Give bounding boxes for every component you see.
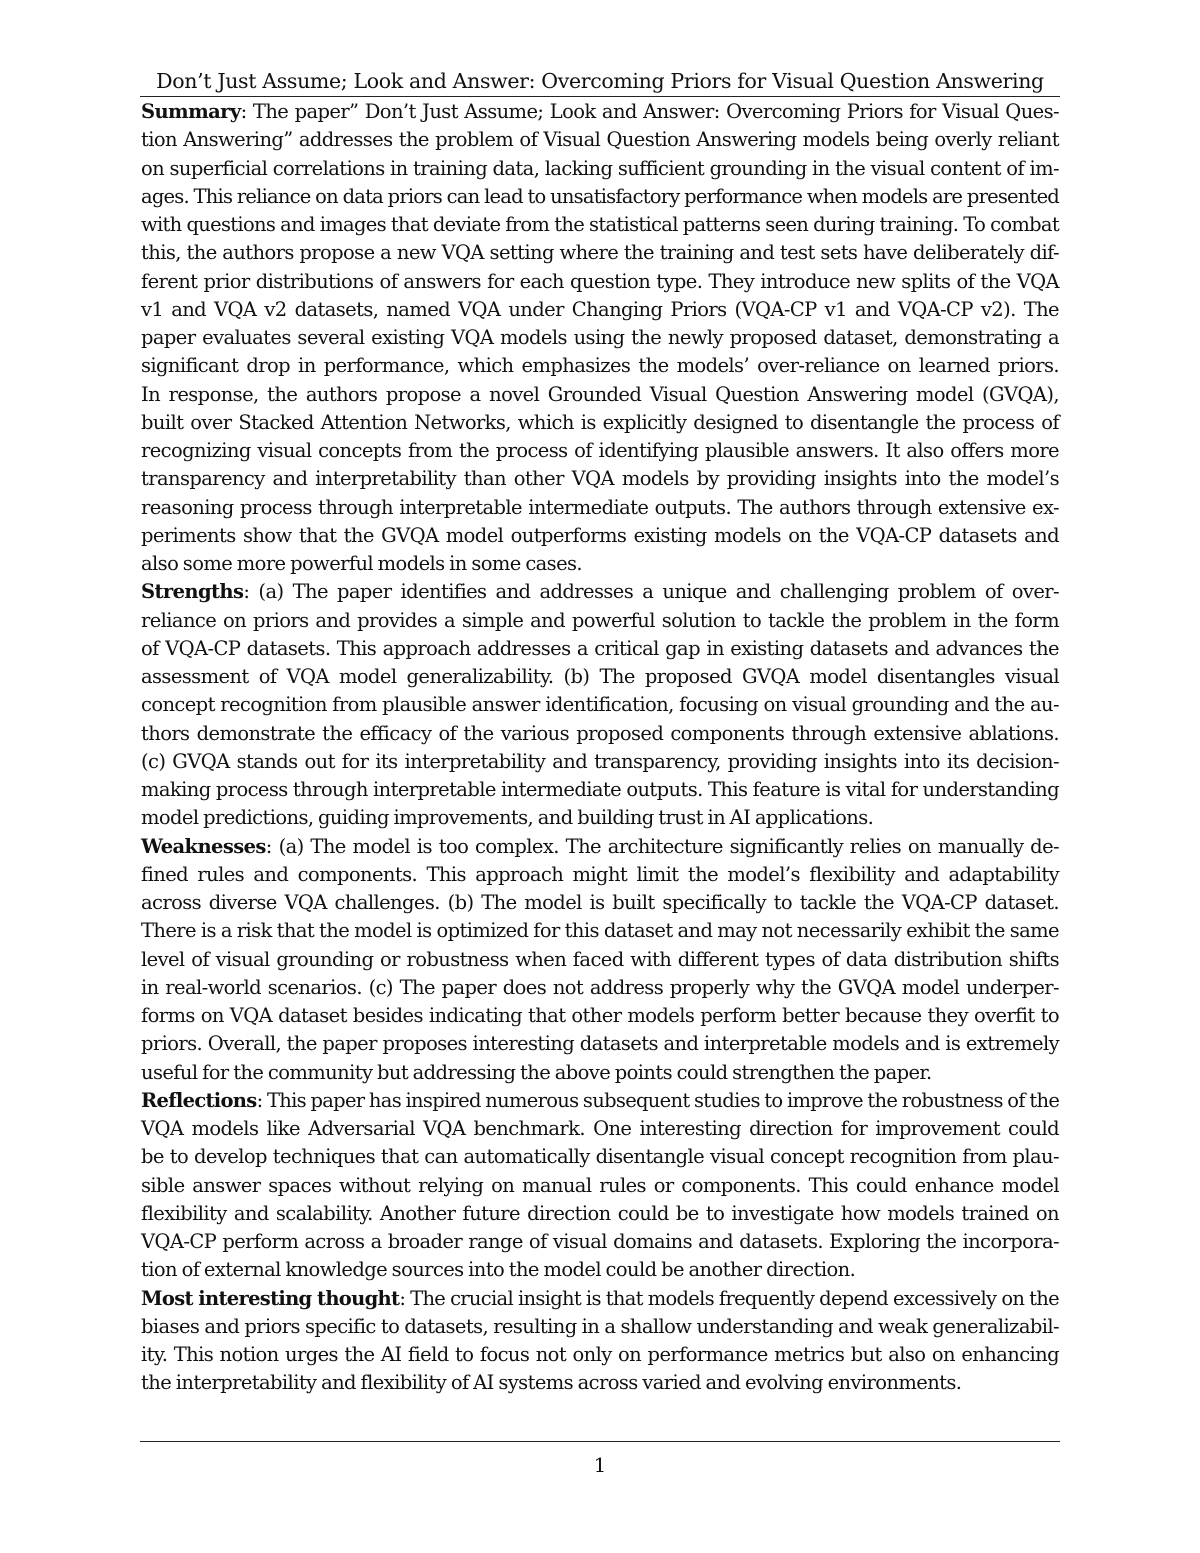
line-text: significant drop in performance, which emphasizes the models’ over-reliance on learned priors.	[141, 354, 1059, 378]
line-text: tion of external knowledge sources into the model could be another direction.	[141, 1258, 856, 1282]
text-line	[141, 211, 1059, 239]
text-line	[141, 1030, 1059, 1058]
text-line	[141, 183, 1059, 211]
section-label: Most interesting thought	[141, 1286, 400, 1310]
line-text: paper evaluates several existing VQA models using the newly proposed dataset, demonstrating a	[141, 326, 1059, 349]
section-label: Strengths	[141, 580, 244, 604]
text-line	[141, 1002, 1059, 1030]
line-text: in real-world scenarios. (c) The paper does not address properly why the GVQA model underper-	[141, 975, 1059, 999]
text-line	[141, 352, 1059, 380]
text-line	[141, 1087, 1059, 1115]
text-line	[141, 126, 1059, 154]
line-text: model predictions, guiding improvements, and building trust in AI applications.	[141, 806, 874, 830]
line-text: fined rules and components. This approach might limit the model’s flexibility and adaptability	[141, 862, 1059, 886]
footer-rule	[140, 1441, 1060, 1442]
text-line	[141, 296, 1059, 324]
line-text: be to develop techniques that can automatically disentangle visual concept recognition from plau-	[141, 1145, 1059, 1169]
text-line	[141, 324, 1059, 352]
line-text: flexibility and scalability. Another future direction could be to investigate how models trained on	[141, 1201, 1059, 1225]
text-line	[141, 1059, 1059, 1087]
line-text: ity. This notion urges the AI field to focus not only on performance metrics but also on enhancing	[141, 1343, 1059, 1366]
line-text: biases and priors specific to datasets, resulting in a shallow understanding and weak generalizabil-	[141, 1314, 1059, 1338]
text-line	[141, 1200, 1059, 1228]
line-text: transparency and interpretability than other VQA models by providing insights into the model’s	[141, 467, 1059, 491]
text-line	[141, 861, 1059, 889]
line-text: : (a) The paper identifies and addresses a unique and challenging problem of over-	[243, 580, 1059, 604]
text-line	[141, 1341, 1059, 1369]
line-text: of VQA-CP datasets. This approach addresses a critical gap in existing datasets and advances the	[141, 636, 1059, 660]
text-line	[141, 1228, 1059, 1256]
text-line	[141, 578, 1059, 606]
text-line	[141, 720, 1059, 748]
line-text: making process through interpretable intermediate outputs. This feature is vital for understanding	[141, 778, 1059, 801]
text-line	[141, 1256, 1059, 1284]
line-text: reasoning process through interpretable intermediate outputs. The authors through extensive ex-	[141, 495, 1059, 519]
line-text: (c) GVQA stands out for its interpretability and transparency, providing insights into its decision-	[141, 749, 1059, 773]
text-line	[141, 155, 1059, 183]
text-line	[141, 437, 1059, 465]
line-text: also some more powerful models in some cases.	[141, 552, 583, 575]
line-text: on superficial correlations in training data, lacking sufficient grounding in the visual content of im-	[141, 156, 1059, 180]
text-line	[141, 409, 1059, 437]
line-text: across diverse VQA challenges. (b) The model is built specifically to tackle the VQA-CP dataset.	[141, 891, 1059, 914]
line-text: : The paper” Don’t Just Assume; Look and Answer: Overcoming Priors for Visual Ques-	[240, 100, 1059, 123]
text-line	[141, 1115, 1059, 1143]
text-line	[141, 748, 1059, 776]
line-text: recognizing visual concepts from the process of identifying plausible answers. It also offers more	[141, 439, 1059, 462]
line-text: : This paper has inspired numerous subsequent studies to improve the robustness of the	[256, 1088, 1060, 1112]
text-line	[141, 974, 1059, 1002]
section-label: Reflections	[141, 1088, 257, 1112]
line-text: There is a risk that the model is optimized for this dataset and may not necessarily exhibit the same	[141, 919, 1059, 943]
text-line	[141, 98, 1059, 126]
line-text: level of visual grounding or robustness when faced with different types of data distribution shifts	[141, 947, 1059, 971]
text-line	[141, 1369, 1059, 1397]
line-text: with questions and images that deviate from the statistical patterns seen during training. To combat	[141, 213, 1059, 236]
section-label: Summary	[141, 100, 241, 123]
text-line	[141, 494, 1059, 522]
line-text: VQA models like Adversarial VQA benchmark. One interesting direction for improvement could	[141, 1117, 1059, 1140]
line-text: built over Stacked Attention Networks, which is explicitly designed to disentangle the process of	[141, 410, 1059, 434]
line-text: forms on VQA dataset besides indicating that other models perform better because they overfit to	[141, 1004, 1059, 1027]
text-line	[141, 917, 1059, 945]
line-text: reliance on priors and provides a simple and powerful solution to tackle the problem in the form	[141, 608, 1059, 632]
line-text: concept recognition from plausible answer identification, focusing on visual grounding and the au-	[141, 693, 1059, 717]
line-text: periments show that the GVQA model outperforms existing models on the VQA-CP datasets and	[141, 523, 1059, 547]
text-line	[141, 776, 1059, 804]
text-line	[141, 239, 1059, 267]
line-text: ferent prior distributions of answers for each question type. They introduce new splits of the VQA	[141, 269, 1059, 293]
line-text: assessment of VQA model generalizability. (b) The proposed GVQA model disentangles visual	[141, 665, 1059, 688]
line-text: priors. Overall, the paper proposes interesting datasets and interpretable models and is extremely	[141, 1032, 1059, 1056]
text-line	[141, 635, 1059, 663]
line-text: useful for the community but addressing the above points could strengthen the paper.	[141, 1060, 932, 1084]
text-line	[141, 550, 1059, 578]
page-number: 1	[593, 1453, 607, 1477]
review-body	[141, 98, 1059, 1398]
text-line	[141, 465, 1059, 493]
page-header: Don’t Just Assume; Look and Answer: Overcoming Priors for Visual Question Answering	[156, 69, 1044, 93]
line-text: ages. This reliance on data priors can lead to unsatisfactory performance when models are presented	[141, 184, 1059, 208]
text-line	[141, 1285, 1059, 1313]
text-line	[141, 522, 1059, 550]
line-text: : The crucial insight is that models frequently depend excessively on the	[399, 1286, 1059, 1310]
line-text: In response, the authors propose a novel Grounded Visual Question Answering model (GVQA),	[141, 382, 1059, 406]
line-text: thors demonstrate the efficacy of the various proposed components through extensive ablations.	[141, 721, 1059, 745]
text-line	[141, 268, 1059, 296]
line-text: sible answer spaces without relying on manual rules or components. This could enhance model	[141, 1173, 1059, 1197]
line-text: VQA-CP perform across a broader range of visual domains and datasets. Exploring the incorpora-	[141, 1230, 1059, 1253]
text-line	[141, 889, 1059, 917]
text-line	[141, 691, 1059, 719]
line-text: : (a) The model is too complex. The architecture significantly relies on manually de-	[265, 834, 1059, 858]
text-line	[141, 946, 1059, 974]
section-label: Weaknesses	[141, 834, 266, 858]
text-line	[141, 1313, 1059, 1341]
text-line	[141, 833, 1059, 861]
text-line	[141, 607, 1059, 635]
line-text: tion Answering” addresses the problem of Visual Question Answering models being overly reliant	[141, 128, 1059, 152]
line-text: the interpretability and flexibility of AI systems across varied and evolving environments.	[141, 1371, 962, 1395]
line-text: this, the authors propose a new VQA setting where the training and test sets have deliberately dif-	[141, 241, 1059, 265]
line-text: v1 and VQA v2 datasets, named VQA under Changing Priors (VQA-CP v1 and VQA-CP v2). The	[141, 297, 1059, 321]
text-line	[141, 381, 1059, 409]
text-line	[141, 804, 1059, 832]
text-line	[141, 1172, 1059, 1200]
text-line	[141, 1143, 1059, 1171]
text-line	[141, 663, 1059, 691]
header-rule	[140, 96, 1060, 97]
